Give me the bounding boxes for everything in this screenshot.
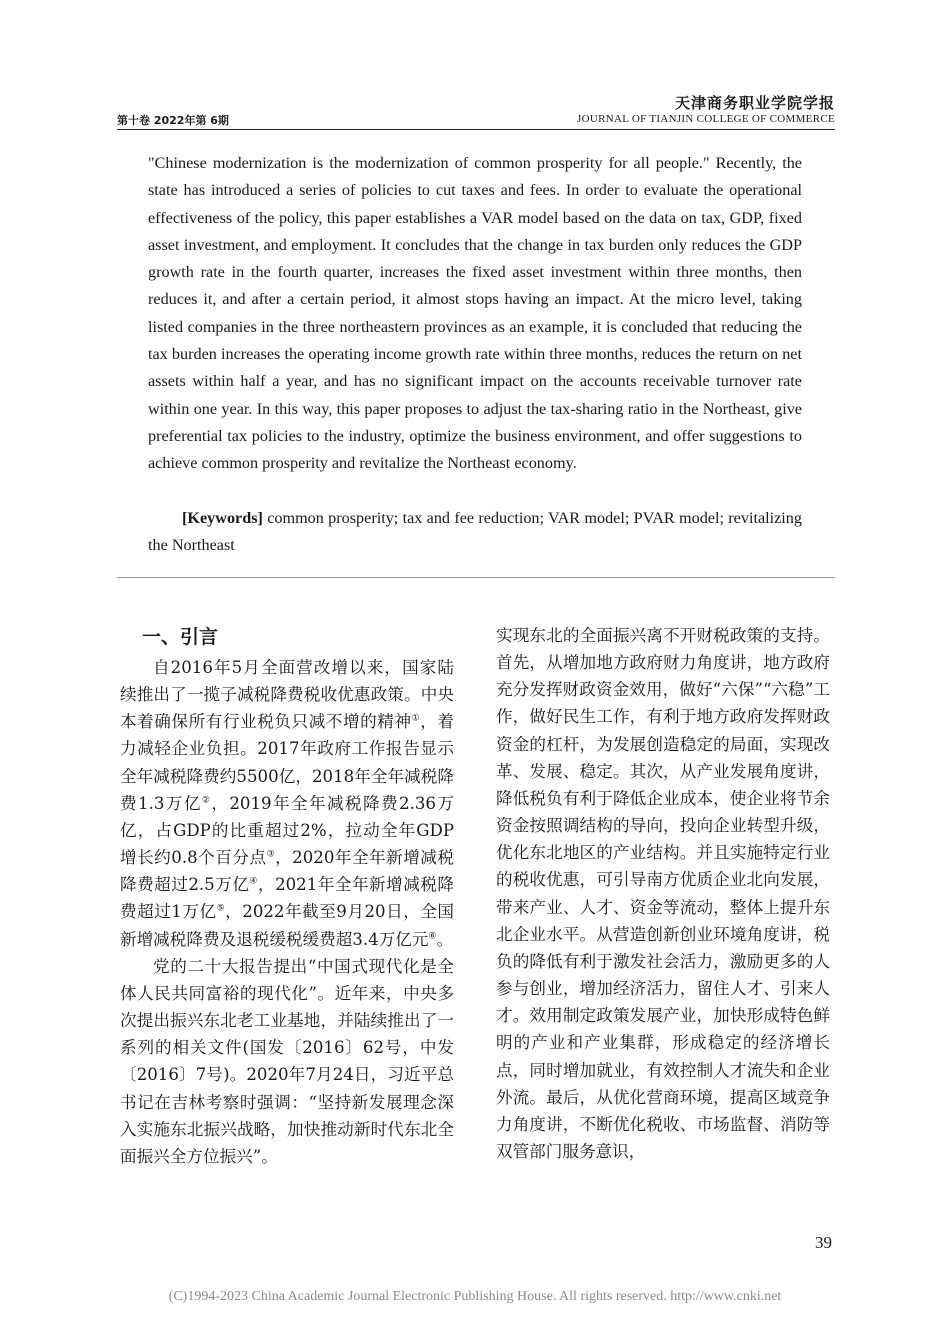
section-separator (117, 577, 835, 578)
footnote-ref[interactable]: ④ (249, 876, 258, 887)
text-run: ，2021年全年新增减税降费超过1万亿 (120, 875, 454, 922)
footnote-ref[interactable]: ① (411, 713, 421, 724)
section-heading: 一、引言 (142, 626, 219, 648)
intro-paragraph-1 (120, 654, 454, 953)
text-run: 。 (436, 929, 454, 949)
keywords-text: common prosperity; tax and fee reduction; VAR model; PVAR model; revitalizing the Northeast (148, 509, 802, 555)
header-rule (117, 129, 835, 130)
text-run: ，2022年截至9月20日，全国新增减税降费及退税缓税缓费超3.4万亿元 (120, 902, 454, 949)
keywords (148, 505, 802, 560)
journal-issue: 第十卷 2022年第 6期 (117, 114, 229, 127)
footnote-ref[interactable]: ② (201, 795, 212, 806)
intro-paragraph-3: 实现东北的全面振兴离不开财税政策的支持。首先，从增加地方政府财力角度讲，地方政府充分发挥财政资金效用，做好“六保”“六稳”工作，做好民生工作，有利于地方政府发挥财政资金的杠杆，为发展创造稳定的局面，实现改革、发展、稳定。其次，从产业发展角度讲，降低税负有利于降低企业成本，使企业将节余资金按照调结构的导向，投向企业转型升级，优化东北地区的产业结构。并且实施特定行业的税收优惠，可引导南方优质企业北向发展，带来产业、人才、资金等流动，整体上提升东北企业水平。从营造创新创业环境角度讲，税负的降低有利于激发社会活力，激励更多的人参与创业，增加经济活力，留住人才、引来人才。效用制定政策发展产业，加快形成特色鲜明的产业和产业集群，形成稳定的经济增长点，同时增加就业，有效控制人才流失和企业外流。最后，从优化营商环境，提高区域竞争力角度讲，不断优化税收、市场监督、消防等双管部门服务意识， (496, 626, 830, 1161)
footnote-ref[interactable]: ⑥ (428, 931, 437, 942)
footnote-ref[interactable]: ③ (266, 849, 276, 860)
keywords-label: [Keywords] (182, 509, 263, 527)
text-run: ，着力减轻企业负担。2017年政府工作报告显示全年减税降费约5500亿，2018年全年减税降费1.3万亿 (120, 712, 455, 813)
left-column (120, 622, 454, 1170)
text-run: ，2019年全年减税降费2.36万亿，占GDP的比重超过2%，拉动全年GDP增长约0.8个百分点 (120, 793, 454, 868)
english-abstract: "Chinese modernization is the modernization of common prosperity for all people." Recently, the state has introduced a series of policies to cut taxes and fees. In order to evaluate the operational effectiveness of the policy, this paper establishes a VAR model based on the data on tax, GDP, fixed asset investment, and employment. It concludes that the change in tax burden only reduces the GDP growth rate in the fourth quarter, increases the fixed asset investment within three months, then reduces it, and after a certain period, it almost stops having an impact. At the micro level, taking listed companies in the three northeastern provinces as an example, it is concluded that reducing the tax burden increases the operating income growth rate within three months, reduces the return on net assets within half a year, and has no significant impact on the accounts receivable turnover rate within one year. In this way, this paper proposes to adjust the tax-sharing ratio in the Northeast, give preferential tax policies to the industry, optimize the business environment, and offer suggestions to achieve common prosperity and revitalize the Northeast economy. (148, 154, 802, 473)
copyright-footer: (C)1994-2023 China Academic Journal Electronic Publishing House. All rights reserved. http://www.cnki.net (168, 1289, 782, 1304)
footnote-ref[interactable]: ⑤ (216, 903, 226, 914)
journal-title-en: JOURNAL OF TIANJIN COLLEGE OF COMMERCE (577, 113, 835, 125)
right-column (496, 622, 830, 1165)
page-number: 39 (815, 1233, 832, 1252)
intro-paragraph-2: 党的二十大报告提出“中国式现代化是全体人民共同富裕的现代化”。近年来，中央多次提出振兴东北老工业基地，并陆续推出了一系列的相关文件(国发〔2016〕62号，中发〔2016〕7号)。2020年7月24日，习近平总书记在吉林考察时强调：“坚持新发展理念深入实施东北振兴战略，加快推动新时代东北全面振兴全方位振兴”。 (120, 956, 454, 1166)
text-run: ，2020年全年新增减税降费超过2.5万亿 (120, 848, 454, 895)
journal-title-cn: 天津商务职业学院学报 (674, 94, 835, 112)
text-run: 自2016年5月全面营改增以来，国家陆续推出了一揽子减税降费税收优惠政策。中央本着确保所有行业税负只减不增的精神 (120, 658, 454, 732)
